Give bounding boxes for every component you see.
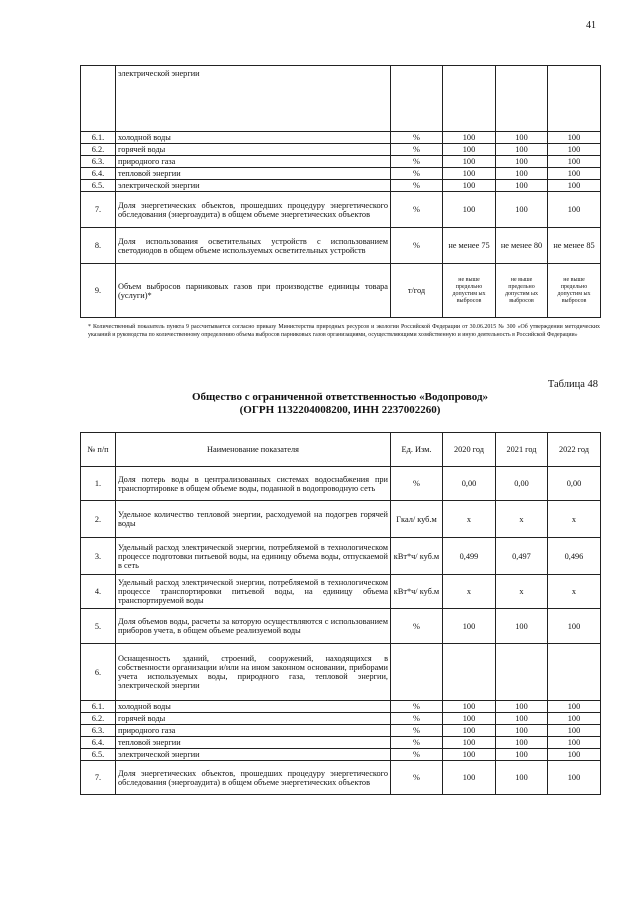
header-number: № п/п	[81, 433, 116, 467]
page-number: 41	[586, 20, 596, 31]
row-indicator: тепловой энергии	[116, 737, 391, 749]
row-number: 6.4.	[81, 737, 116, 749]
header-2021: 2021 год	[496, 433, 548, 467]
table-row	[81, 609, 601, 644]
indicators-table-48	[80, 432, 601, 795]
organization-title	[80, 391, 600, 417]
table-row	[81, 168, 601, 180]
row-indicator: природного газа	[116, 156, 391, 168]
table-row	[81, 467, 601, 501]
row-indicator: природного газа	[116, 725, 391, 737]
row-value-2020: не менее 75	[443, 228, 496, 264]
row-indicator: электрической энергии	[116, 749, 391, 761]
row-value-2021: 100	[496, 701, 548, 713]
row-value-2021: 100	[496, 192, 548, 228]
row-indicator: Доля использования осветительных устройств с использованием светодиодов в общем объеме используемых осветительных устройств	[116, 228, 391, 264]
row-number: 6.3.	[81, 156, 116, 168]
row-indicator: Доля энергетических объектов, прошедших процедуру энергетического обследования (энергоаудита) в общем объеме энергетических объектов	[116, 761, 391, 795]
row-indicator: Оснащенность зданий, строений, сооружений, находящихся в собственности организации и/или на ином законном основании, приборами учета используемых воды, природного газа, тепловой энергии, электрической энергии	[116, 644, 391, 701]
row-value-2022: 100	[548, 737, 601, 749]
row-value-2022: 100	[548, 192, 601, 228]
row-unit	[391, 644, 443, 701]
row-value-2020: 100	[443, 701, 496, 713]
header-2022: 2022 год	[548, 433, 601, 467]
row-indicator: холодной воды	[116, 701, 391, 713]
table-row	[81, 761, 601, 795]
row-value-2021: 100	[496, 180, 548, 192]
row-indicator: Доля объемов воды, расчеты за которую осуществляются с использованием приборов учета, в общем объеме реализуемой воды	[116, 609, 391, 644]
header-row	[81, 433, 601, 467]
row-unit	[391, 66, 443, 132]
row-number: 7.	[81, 192, 116, 228]
row-number: 6.5.	[81, 180, 116, 192]
table-label: Таблица 48	[547, 379, 598, 390]
row-indicator: Удельный расход электрической энергии, потребляемой в технологическом процессе подготовки питьевой воды, на единицу объема воды, отпускаемой в сеть	[116, 538, 391, 575]
row-number: 6.1.	[81, 701, 116, 713]
row-value-2021: x	[496, 501, 548, 538]
row-value-2021	[496, 644, 548, 701]
row-number: 1.	[81, 467, 116, 501]
footnote: * Количественный показатель пункта 9 рассчитывается согласно приказу Министерства природных ресурсов и экологии Российской Федерации от 30.06.2015 № 300 «Об утверждении методических указаний и руководства по количественному определению объема выбросов парниковых газов организациями, осуществляющими хозяйственную и иную деятельность в Российской Федерации»	[88, 324, 600, 338]
row-indicator: электрической энергии	[116, 180, 391, 192]
table-row	[81, 132, 601, 144]
row-value-2020: x	[443, 575, 496, 609]
row-value-2021: не выше предельно допустим ых выбросов	[496, 264, 548, 318]
row-value-2020: 100	[443, 725, 496, 737]
table-row	[81, 192, 601, 228]
table-row	[81, 644, 601, 701]
row-unit: т/год	[391, 264, 443, 318]
row-number: 8.	[81, 228, 116, 264]
row-value-2022: x	[548, 501, 601, 538]
row-value-2022: не менее 85	[548, 228, 601, 264]
header-2020: 2020 год	[443, 433, 496, 467]
row-value-2022: x	[548, 575, 601, 609]
row-unit: %	[391, 713, 443, 725]
row-unit: %	[391, 228, 443, 264]
table-row	[81, 701, 601, 713]
row-unit: %	[391, 168, 443, 180]
table-row	[81, 749, 601, 761]
row-number: 6.2.	[81, 713, 116, 725]
row-number: 6.2.	[81, 144, 116, 156]
row-indicator: Доля энергетических объектов, прошедших процедуру энергетического обследования (энергоаудита) в общем объеме энергетических объектов	[116, 192, 391, 228]
row-indicator: горячей воды	[116, 713, 391, 725]
row-value-2021: x	[496, 575, 548, 609]
row-unit: %	[391, 144, 443, 156]
table-row	[81, 144, 601, 156]
row-number: 6.3.	[81, 725, 116, 737]
row-value-2021: 100	[496, 609, 548, 644]
row-number: 3.	[81, 538, 116, 575]
table-row	[81, 66, 601, 132]
row-indicator: Объем выбросов парниковых газов при производстве единицы товара (услуги)*	[116, 264, 391, 318]
row-number: 6.5.	[81, 749, 116, 761]
row-indicator: Доля потерь воды в централизованных системах водоснабжения при транспортировке в общем объеме воды, поданной в водопроводную сеть	[116, 467, 391, 501]
row-value-2020: 100	[443, 737, 496, 749]
row-value-2022: 100	[548, 132, 601, 144]
row-value-2021: 0,497	[496, 538, 548, 575]
row-value-2021: 100	[496, 725, 548, 737]
row-unit: %	[391, 180, 443, 192]
row-value-2022	[548, 66, 601, 132]
row-value-2021: 100	[496, 761, 548, 795]
row-value-2020: 100	[443, 156, 496, 168]
row-value-2020	[443, 66, 496, 132]
row-value-2022: 100	[548, 725, 601, 737]
row-value-2020: 100	[443, 713, 496, 725]
row-value-2020: 100	[443, 761, 496, 795]
row-value-2022: 100	[548, 713, 601, 725]
row-value-2022: не выше предельно допустим ых выбросов	[548, 264, 601, 318]
row-unit: %	[391, 467, 443, 501]
table-row	[81, 725, 601, 737]
row-value-2020: 100	[443, 192, 496, 228]
row-value-2022	[548, 644, 601, 701]
row-indicator: холодной воды	[116, 132, 391, 144]
row-indicator: тепловой энергии	[116, 168, 391, 180]
row-value-2022: 100	[548, 749, 601, 761]
row-value-2021: 100	[496, 132, 548, 144]
row-value-2021	[496, 66, 548, 132]
row-unit: %	[391, 737, 443, 749]
row-unit: %	[391, 749, 443, 761]
row-unit: %	[391, 701, 443, 713]
row-value-2020: 100	[443, 609, 496, 644]
table-row	[81, 228, 601, 264]
row-number: 4.	[81, 575, 116, 609]
row-value-2021: 100	[496, 156, 548, 168]
row-value-2020: 0,00	[443, 467, 496, 501]
row-value-2021: 100	[496, 737, 548, 749]
row-number: 2.	[81, 501, 116, 538]
table-row	[81, 264, 601, 318]
row-value-2021: 100	[496, 749, 548, 761]
table-row	[81, 713, 601, 725]
row-value-2020: 100	[443, 132, 496, 144]
row-value-2020: 100	[443, 144, 496, 156]
row-unit: %	[391, 725, 443, 737]
row-value-2020: 100	[443, 168, 496, 180]
row-indicator: Удельный расход электрической энергии, потребляемой в технологическом процессе транспортировки питьевой воды, на единицу объема транспортируемой воды	[116, 575, 391, 609]
row-number: 6.4.	[81, 168, 116, 180]
row-value-2021: 100	[496, 144, 548, 156]
row-number: 9.	[81, 264, 116, 318]
table-row	[81, 538, 601, 575]
row-number	[81, 66, 116, 132]
row-value-2020: 100	[443, 180, 496, 192]
table-row	[81, 180, 601, 192]
row-value-2020: x	[443, 501, 496, 538]
header-indicator: Наименование показателя	[116, 433, 391, 467]
row-value-2022: 100	[548, 609, 601, 644]
table-row	[81, 501, 601, 538]
row-unit: %	[391, 132, 443, 144]
row-value-2022: 100	[548, 701, 601, 713]
row-value-2021: не менее 80	[496, 228, 548, 264]
row-value-2022: 0,496	[548, 538, 601, 575]
row-value-2020: 100	[443, 749, 496, 761]
row-unit: кВт*ч/ куб.м	[391, 538, 443, 575]
row-value-2021: 100	[496, 168, 548, 180]
row-indicator: Удельное количество тепловой энергии, расходуемой на подогрев горячей воды	[116, 501, 391, 538]
row-value-2022: 100	[548, 761, 601, 795]
row-value-2020: не выше предельно допустим ых выбросов	[443, 264, 496, 318]
row-number: 6.1.	[81, 132, 116, 144]
row-number: 7.	[81, 761, 116, 795]
indicators-table-continued	[80, 65, 601, 318]
row-unit: %	[391, 761, 443, 795]
row-value-2021: 0,00	[496, 467, 548, 501]
organization-ids: (ОГРН 1132204008200, ИНН 2237002260)	[239, 404, 441, 416]
organization-name: Общество с ограниченной ответственностью «Водопровод»	[191, 391, 489, 403]
row-value-2022: 0,00	[548, 467, 601, 501]
row-unit: %	[391, 609, 443, 644]
row-value-2022: 100	[548, 156, 601, 168]
row-indicator: горячей воды	[116, 144, 391, 156]
row-value-2021: 100	[496, 713, 548, 725]
row-number: 6.	[81, 644, 116, 701]
row-value-2022: 100	[548, 180, 601, 192]
row-value-2020	[443, 644, 496, 701]
row-unit: кВт*ч/ куб.м	[391, 575, 443, 609]
row-unit: Гкал/ куб.м	[391, 501, 443, 538]
table-row	[81, 737, 601, 749]
row-number: 5.	[81, 609, 116, 644]
row-value-2020: 0,499	[443, 538, 496, 575]
header-unit: Ед. Изм.	[391, 433, 443, 467]
row-unit: %	[391, 156, 443, 168]
table-row	[81, 575, 601, 609]
row-value-2022: 100	[548, 144, 601, 156]
row-unit: %	[391, 192, 443, 228]
row-value-2022: 100	[548, 168, 601, 180]
table-row	[81, 156, 601, 168]
row-indicator: электрической энергии	[116, 66, 391, 132]
